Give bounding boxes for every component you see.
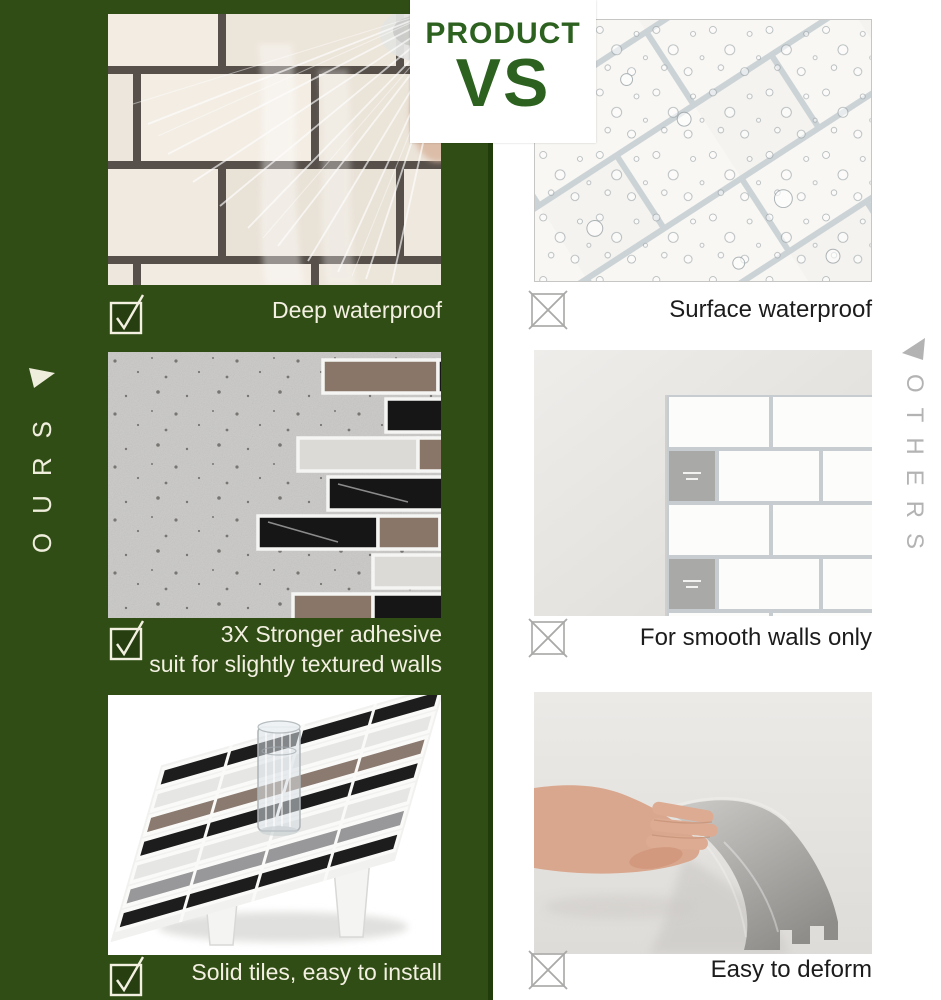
ours-caption-2-line-1: 3X Stronger adhesive (220, 621, 442, 647)
others-image-easy-deform (534, 692, 872, 954)
cross-icon (528, 290, 568, 330)
others-rail-label: OTHERS (901, 374, 928, 565)
others-caption-1: Surface waterproof (669, 296, 872, 323)
check-icon (108, 290, 148, 336)
others-rail (892, 336, 936, 564)
ours-rail-label: OURS (26, 402, 57, 554)
right-arrow-icon (25, 362, 59, 390)
check-icon (108, 952, 148, 998)
ours-caption-row-3 (108, 952, 442, 992)
ours-caption-row-2 (108, 616, 442, 682)
ours-image-solid-tiles (108, 695, 441, 955)
others-caption-3: Easy to deform (710, 956, 872, 983)
versus-title-main: VS (455, 45, 551, 121)
ours-caption-1: Deep waterproof (271, 297, 442, 323)
others-image-smooth-walls (534, 350, 872, 616)
cross-icon (528, 950, 568, 990)
ours-rail (16, 362, 68, 553)
versus-title-top: PRODUCT (425, 17, 581, 50)
ours-caption-2-line-2: suit for slightly textured walls (149, 651, 442, 677)
check-icon (108, 616, 148, 662)
others-caption-row-3 (528, 948, 872, 992)
ours-caption-row-1 (108, 290, 442, 330)
water-glass (258, 721, 300, 836)
others-caption-row-1 (528, 288, 872, 332)
ours-caption-2 (149, 619, 442, 679)
ours-caption-3: Solid tiles, easy to install (191, 959, 442, 985)
left-arrow-icon (899, 336, 929, 362)
others-caption-2: For smooth walls only (639, 624, 872, 651)
ours-image-strong-adhesive (108, 352, 441, 618)
others-caption-row-2 (528, 616, 872, 660)
ours-image-deep-waterproof (108, 14, 441, 285)
versus-header (410, 0, 596, 143)
cross-icon (528, 618, 568, 658)
